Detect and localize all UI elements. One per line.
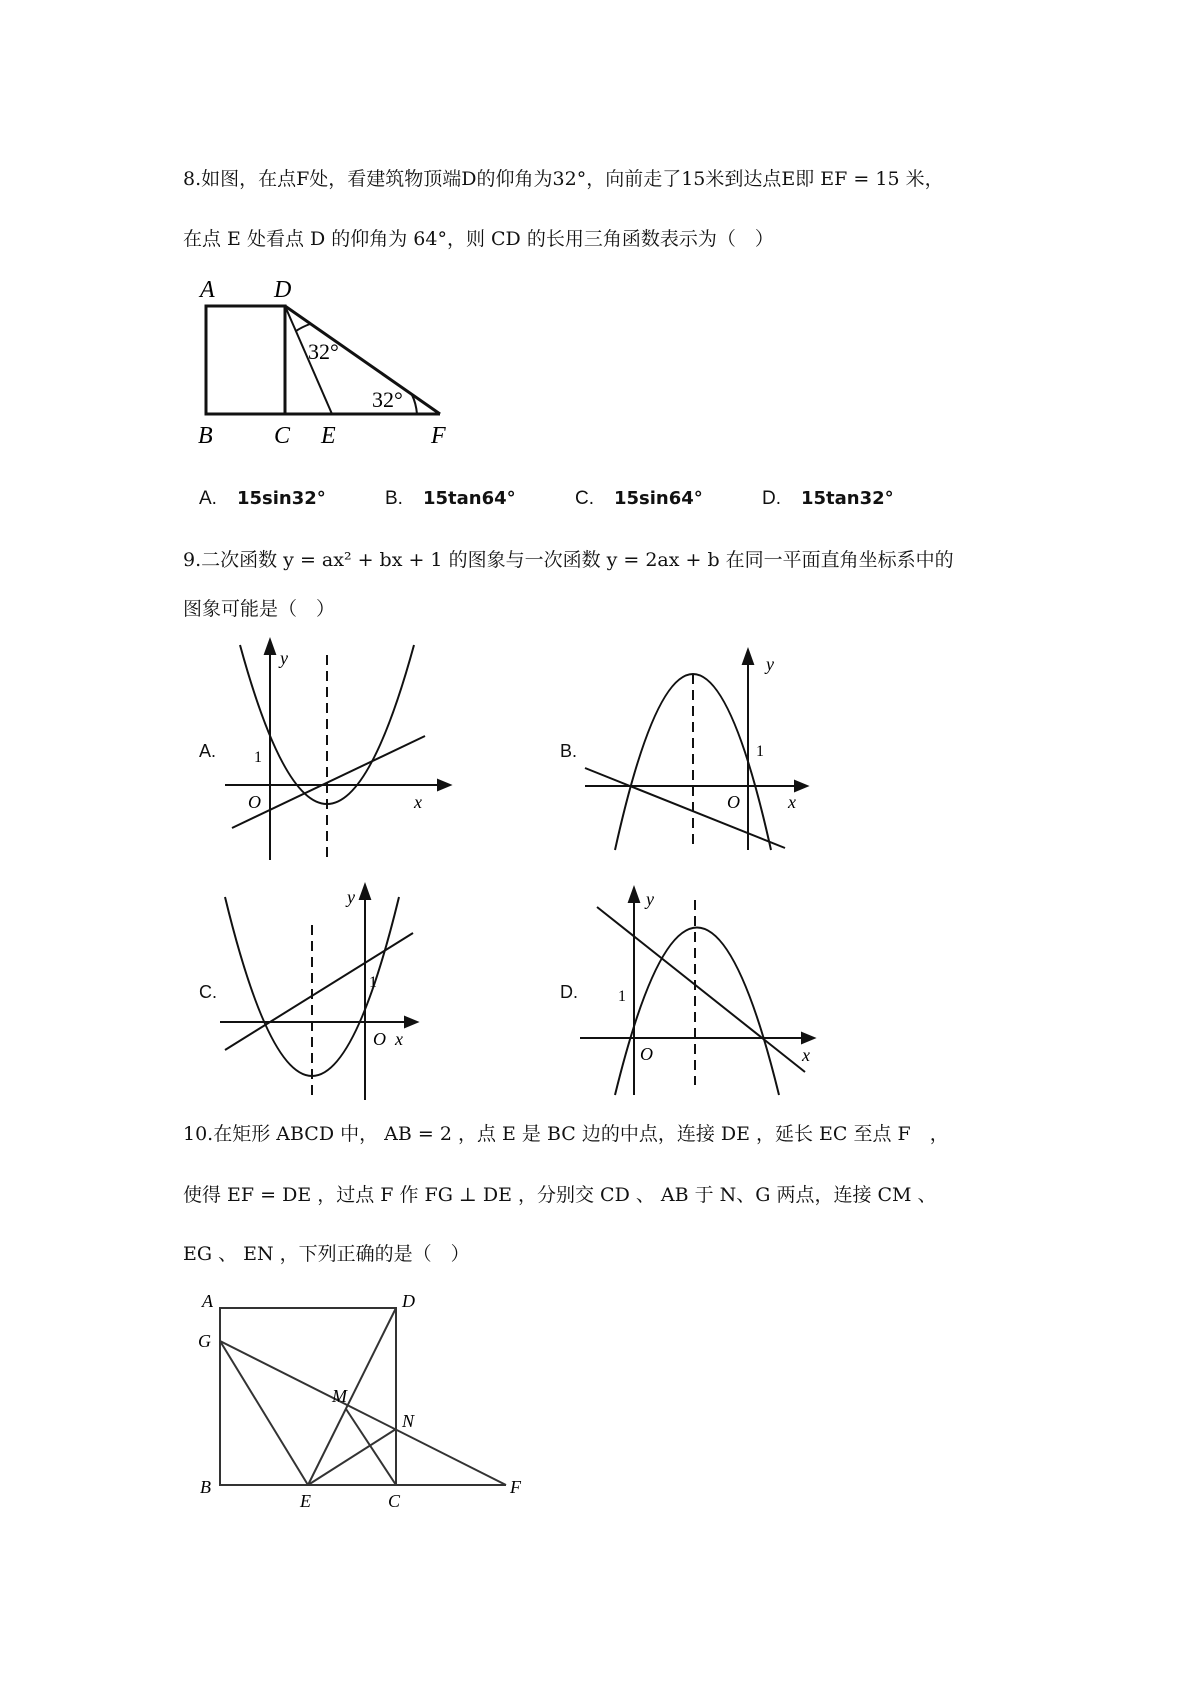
q10-label-N: N <box>402 1411 415 1431</box>
q10-figure <box>190 1285 530 1510</box>
q9-b-y-arrow <box>743 650 753 664</box>
q9-b-origin-label: O <box>727 792 740 812</box>
q9-c-x-arrow <box>405 1017 417 1027</box>
q8-option-a <box>199 484 326 513</box>
q8-figure <box>180 275 470 450</box>
q8-option-d-value: 15tan32° <box>801 488 894 509</box>
q9-graph-c-key: C. <box>199 982 217 1002</box>
q8-option-a-value: 15sin32° <box>236 488 326 509</box>
q10-label-E: E <box>300 1491 311 1511</box>
q8-option-c <box>575 484 703 513</box>
q9-graph-b-key: B. <box>560 741 578 761</box>
q8-angle-arc-top <box>296 324 310 331</box>
q8-option-b <box>385 484 516 513</box>
q10-label-G: G <box>198 1331 211 1351</box>
q8-label-A: A <box>200 277 215 303</box>
q8-text-line1: 8.如图，在点F处，看建筑物顶端D的仰角为32°，向前走了15米到达点E即 EF = 15 米， <box>183 168 944 190</box>
q9-a-y-label: y <box>280 648 288 668</box>
q9-graph-d <box>580 885 820 1105</box>
q8-option-a-key: A. <box>199 488 217 509</box>
q10-text-line1: 10.在矩形 ABCD 中， AB = 2 ，点 E 是 BC 边的中点，连接 DE ，延长 EC 至点 F ， <box>183 1123 949 1145</box>
q9-d-parabola <box>615 928 779 1096</box>
q9-graph-c <box>215 885 430 1105</box>
q8-option-b-value: 15tan64° <box>422 488 516 509</box>
q9-d-x-label: x <box>802 1045 810 1065</box>
q10-rectangle-ABCD <box>220 1308 396 1485</box>
q9-d-origin-label: O <box>640 1044 653 1064</box>
q8-option-b-key: B. <box>385 488 403 509</box>
q9-graph-d-key: D. <box>560 982 578 1002</box>
q9-text-line2: 图象可能是（ ） <box>183 598 336 620</box>
q10-text-line2: 使得 EF = DE ，过点 F 作 FG ⊥ DE ，分别交 CD 、 AB 于 N、G 两点，连接 CM 、 <box>183 1184 937 1206</box>
q10-label-C: C <box>388 1491 401 1511</box>
q9-a-one-label: 1 <box>254 749 262 766</box>
q8-option-c-value: 15sin64° <box>614 488 703 509</box>
q9-a-x-arrow <box>438 780 450 790</box>
q8-option-c-key: C. <box>575 488 594 509</box>
q9-c-one-label: 1 <box>369 974 377 991</box>
q9-d-x-arrow <box>802 1033 814 1043</box>
q9-graph-b <box>580 650 810 865</box>
q8-label-D: D <box>274 277 292 303</box>
q9-b-x-arrow <box>795 781 807 791</box>
q10-label-M: M <box>332 1386 347 1406</box>
q9-text-line1: 9.二次函数 y = ax² + bx + 1 的图象与一次函数 y = 2ax + b 在同一平面直角坐标系中的 <box>183 549 954 571</box>
q10-line-CM <box>346 1409 396 1485</box>
q8-label-C: C <box>274 423 291 449</box>
q8-option-d <box>762 484 894 513</box>
q8-building-rect <box>206 306 285 414</box>
q9-graph-a-key: A. <box>199 741 217 761</box>
q9-a-x-label: x <box>414 792 422 812</box>
q8-label-F: F <box>431 423 446 449</box>
q8-label-E: E <box>321 423 336 449</box>
q9-c-origin-label: O <box>373 1029 386 1049</box>
q8-option-d-key: D. <box>762 488 781 509</box>
q8-label-B: B <box>198 423 213 449</box>
q9-graph-a <box>220 640 450 865</box>
q9-d-y-arrow <box>629 888 639 902</box>
q10-line-ED <box>308 1308 396 1485</box>
q10-label-B: B <box>200 1477 211 1497</box>
q9-c-y-arrow <box>360 885 370 899</box>
q10-text-line3: EG 、 EN ，下列正确的是（ ） <box>183 1243 470 1265</box>
q9-b-line <box>585 768 785 848</box>
q9-a-y-arrow <box>265 640 275 654</box>
q10-label-D: D <box>402 1291 415 1311</box>
q9-b-y-label: y <box>766 654 774 674</box>
q8-angle-label-top: 32° <box>308 339 339 364</box>
q9-c-y-label: y <box>347 887 355 907</box>
q8-angle-label-bottom: 32° <box>372 387 403 412</box>
q9-b-x-label: x <box>788 792 796 812</box>
q10-label-F: F <box>510 1477 521 1497</box>
q9-d-y-label: y <box>646 889 654 909</box>
q10-label-A: A <box>202 1291 213 1311</box>
q9-b-one-label: 1 <box>756 743 764 760</box>
q9-a-origin-label: O <box>248 792 261 812</box>
q9-d-one-label: 1 <box>618 988 626 1005</box>
q8-text-line2: 在点 E 处看点 D 的仰角为 64°，则 CD 的长用三角函数表示为（ ） <box>183 228 774 250</box>
q9-c-x-label: x <box>395 1029 403 1049</box>
